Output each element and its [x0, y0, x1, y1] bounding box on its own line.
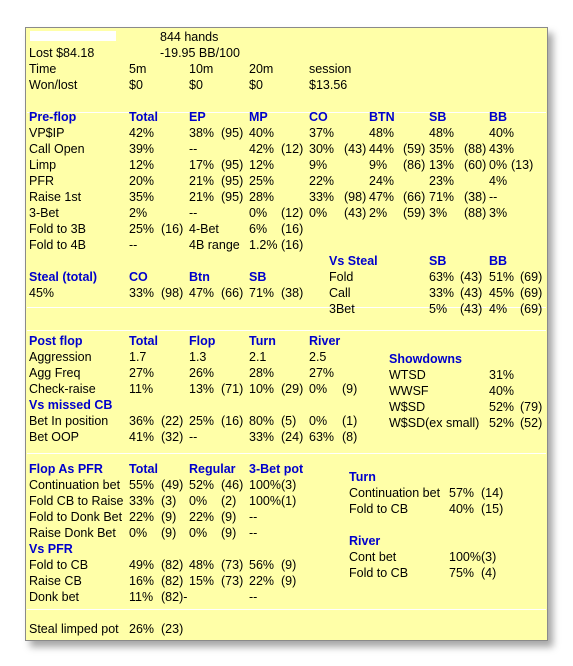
showdowns-cell: 31% [489, 368, 515, 382]
wonlost-5m: $0 [129, 78, 143, 92]
preflop-cell: (66) [403, 190, 426, 204]
preflop-cell: 37% [309, 126, 335, 140]
steal-value: (98) [161, 286, 184, 300]
preflop-cell: 43% [489, 142, 515, 156]
flop-pfr-cell: (9) [161, 526, 177, 540]
river-cell: 100%(3) [449, 550, 497, 564]
fourbet-count: (16) [281, 222, 304, 236]
flop-pfr-header: Regular [189, 462, 236, 476]
flop-pfr-cell: -- [249, 510, 258, 524]
turn-cell: 57% [449, 486, 475, 500]
vs-steal-header: BB [489, 254, 508, 268]
preflop-cell: 42% [249, 142, 275, 156]
flop-pfr-cell: (49) [161, 478, 184, 492]
showdowns-cell: (52) [520, 416, 543, 430]
turn-label: Continuation bet [349, 486, 441, 500]
vs-pfr-cell: (82) [161, 558, 184, 572]
vs-steal-cell: (43) [460, 302, 483, 316]
preflop-cell: (38) [464, 190, 487, 204]
postflop-header: River [309, 334, 341, 348]
missed-cb-cell: (16) [221, 414, 244, 428]
showdowns-cell: 40% [489, 384, 515, 398]
vs-pfr-label: Fold to CB [29, 558, 89, 572]
turn-cell: (14) [481, 486, 504, 500]
turn-cell: 40% [449, 502, 475, 516]
steal-value: 45% [29, 286, 55, 300]
vs-pfr-cell: (73) [221, 558, 244, 572]
river-label: Fold to CB [349, 566, 409, 580]
vs-pfr-cell: (9) [281, 574, 297, 588]
time-20m: 20m [249, 62, 274, 76]
preflop-row-label: VP$IP [29, 126, 65, 140]
missed-cb-cell: (8) [342, 430, 358, 444]
preflop-cell: 48% [429, 126, 455, 140]
wonlost-session: $13.56 [309, 78, 348, 92]
preflop-cell: 9% [309, 158, 328, 172]
flop-pfr-cell: (46) [221, 478, 244, 492]
preflop-cell: 3% [489, 206, 508, 220]
vs-steal-header: Vs Steal [329, 254, 378, 268]
flop-pfr-cell: 100%(3) [249, 478, 297, 492]
bb-per-100: -19.95 BB/100 [160, 46, 240, 60]
postflop-header: Flop [189, 334, 216, 348]
preflop-header: BTN [369, 110, 395, 124]
preflop-header: Pre-flop [29, 110, 77, 124]
vs-steal-cell: 5% [429, 302, 448, 316]
fold-4b-label: Fold to 4B [29, 238, 86, 252]
preflop-cell: 25% [249, 174, 275, 188]
preflop-cell: (86) [403, 158, 426, 172]
postflop-cell: 26% [189, 366, 215, 380]
missed-cb-header: Vs missed CB [29, 398, 113, 412]
river-header: River [349, 534, 381, 548]
flop-pfr-cell: (9) [161, 510, 177, 524]
steal-value: 33% [129, 286, 155, 300]
preflop-cell: 42% [129, 126, 155, 140]
vs-steal-cell: 63% [429, 270, 455, 284]
missed-cb-cell: 33% [249, 430, 275, 444]
missed-cb-cell: (22) [161, 414, 184, 428]
preflop-cell: 33% [309, 190, 335, 204]
preflop-cell: 24% [369, 174, 395, 188]
preflop-cell: 2% [129, 206, 148, 220]
wonlost-10m: $0 [189, 78, 203, 92]
preflop-cell: -- [489, 190, 498, 204]
postflop-cell: (71) [221, 382, 244, 396]
preflop-cell: -- [189, 142, 198, 156]
preflop-cell: 23% [429, 174, 455, 188]
missed-cb-cell: 36% [129, 414, 155, 428]
flop-pfr-label: Raise Donk Bet [29, 526, 116, 540]
preflop-cell: 13% [429, 158, 455, 172]
vs-pfr-cell: 22% [249, 574, 275, 588]
turn-cell: (15) [481, 502, 504, 516]
steal-value: 47% [189, 286, 215, 300]
missed-cb-cell: (32) [161, 430, 184, 444]
vs-pfr-cell: 48% [189, 558, 215, 572]
flop-pfr-label: Fold to Donk Bet [29, 510, 123, 524]
preflop-header: BB [489, 110, 508, 124]
time-5m: 5m [129, 62, 147, 76]
steal-limped-label: Steal limped pot [29, 622, 119, 636]
preflop-header: SB [429, 110, 447, 124]
postflop-cell: (9) [342, 382, 358, 396]
preflop-cell: (95) [221, 126, 244, 140]
steal-header: SB [249, 270, 267, 284]
missed-cb-cell: (5) [281, 414, 297, 428]
preflop-header: EP [189, 110, 206, 124]
vs-pfr-cell: 15% [189, 574, 215, 588]
preflop-cell: 39% [129, 142, 155, 156]
preflop-cell: 22% [309, 174, 335, 188]
flop-pfr-label: Continuation bet [29, 478, 121, 492]
vs-pfr-cell: (82)- [161, 590, 188, 604]
preflop-cell: 38% [189, 126, 215, 140]
preflop-cell: 35% [429, 142, 455, 156]
preflop-cell: (98) [344, 190, 367, 204]
steal-limped-value: 26% [129, 622, 155, 636]
missed-cb-cell: -- [189, 430, 198, 444]
preflop-cell: -- [189, 206, 198, 220]
fourbet-label: 4-Bet [189, 222, 219, 236]
preflop-cell: (12) [281, 206, 304, 220]
preflop-row-label: 3-Bet [29, 206, 59, 220]
vs-pfr-cell: 11% [129, 590, 154, 604]
preflop-cell: 40% [249, 126, 275, 140]
preflop-cell: 0% [309, 206, 328, 220]
time-session: session [309, 62, 352, 76]
vs-pfr-header: Vs PFR [29, 542, 73, 556]
vs-steal-cell: (69) [520, 302, 543, 316]
fourbet-range-value: 1.2% [249, 238, 278, 252]
missed-cb-cell: 25% [189, 414, 215, 428]
showdowns-cell: (79) [520, 400, 543, 414]
vs-pfr-label: Raise CB [29, 574, 82, 588]
postflop-cell: 11% [129, 382, 154, 396]
flop-pfr-header: Total [129, 462, 158, 476]
preflop-cell: 35% [129, 190, 155, 204]
separator-line [27, 609, 546, 610]
fourbet-range-count: (16) [281, 238, 304, 252]
flop-pfr-cell: 0% [189, 526, 208, 540]
preflop-cell: 12% [129, 158, 155, 172]
preflop-cell: (88) [464, 142, 487, 156]
postflop-header: Total [129, 334, 158, 348]
redacted-player-name [30, 31, 116, 41]
vs-pfr-cell: -- [249, 590, 258, 604]
preflop-cell: (95) [221, 174, 244, 188]
postflop-header: Turn [249, 334, 276, 348]
time-label: Time [29, 62, 57, 76]
postflop-cell: 27% [129, 366, 155, 380]
river-label: Cont bet [349, 550, 397, 564]
wonlost-label: Won/lost [29, 78, 78, 92]
preflop-cell: 4% [489, 174, 508, 188]
postflop-cell: 0% [309, 382, 328, 396]
postflop-cell: 10% [249, 382, 275, 396]
missed-cb-cell: (24) [281, 430, 304, 444]
preflop-cell: 71% [429, 190, 455, 204]
preflop-cell: 17% [189, 158, 215, 172]
steal-value: 71% [249, 286, 275, 300]
vs-steal-cell: (43) [460, 286, 483, 300]
preflop-header: CO [309, 110, 328, 124]
missed-cb-cell: 63% [309, 430, 335, 444]
vs-pfr-cell: (82) [161, 574, 184, 588]
fold-3b-label: Fold to 3B [29, 222, 86, 236]
vs-steal-cell: 51% [489, 270, 515, 284]
preflop-cell: (95) [221, 158, 244, 172]
steal-value: (38) [281, 286, 304, 300]
vs-pfr-cell: (9) [281, 558, 297, 572]
postflop-header: Post flop [29, 334, 83, 348]
missed-cb-label: Bet OOP [29, 430, 80, 444]
preflop-cell: (59) [403, 142, 426, 156]
preflop-cell: 3% [429, 206, 448, 220]
preflop-cell: (43) [344, 206, 367, 220]
separator-line [27, 330, 546, 331]
missed-cb-cell: 80% [249, 414, 275, 428]
preflop-cell: 21% [189, 190, 215, 204]
preflop-cell: 21% [189, 174, 215, 188]
missed-cb-cell: 41% [129, 430, 155, 444]
fold-4b-value: -- [129, 238, 138, 252]
flop-pfr-cell: 33% [129, 494, 155, 508]
vs-pfr-cell: 16% [129, 574, 155, 588]
showdowns-label: WWSF [389, 384, 429, 398]
preflop-cell: (95) [221, 190, 244, 204]
preflop-cell: 47% [369, 190, 395, 204]
fourbet-range-label: 4B range [189, 238, 240, 252]
postflop-label: Agg Freq [29, 366, 81, 380]
turn-label: Fold to CB [349, 502, 409, 516]
separator-line [27, 112, 546, 113]
fold-3b-count: (16) [161, 222, 184, 236]
preflop-cell: 44% [369, 142, 395, 156]
postflop-cell: 13% [189, 382, 215, 396]
preflop-cell: 20% [129, 174, 155, 188]
postflop-cell: 1.7 [129, 350, 147, 364]
steal-header: Steal (total) [29, 270, 98, 284]
flop-pfr-cell: 22% [189, 510, 215, 524]
preflop-cell: 40% [489, 126, 515, 140]
preflop-cell: 0% [249, 206, 268, 220]
preflop-cell: (12) [281, 142, 304, 156]
showdowns-label: WTSD [389, 368, 426, 382]
vs-steal-cell: (69) [520, 270, 543, 284]
preflop-cell: 2% [369, 206, 388, 220]
showdowns-cell: 52% [489, 416, 515, 430]
vs-pfr-cell: (73) [221, 574, 244, 588]
turn-header: Turn [349, 470, 376, 484]
steal-header: CO [129, 270, 148, 284]
postflop-label: Check-raise [29, 382, 96, 396]
postflop-cell: 2.5 [309, 350, 327, 364]
vs-steal-label: Call [329, 286, 351, 300]
flop-pfr-header: 3-Bet pot [249, 462, 304, 476]
lost-amount: Lost $84.18 [29, 46, 95, 60]
steal-value: (66) [221, 286, 244, 300]
vs-steal-label: Fold [329, 270, 354, 284]
flop-pfr-cell: 22% [129, 510, 155, 524]
postflop-cell: 2.1 [249, 350, 267, 364]
preflop-row-label: Limp [29, 158, 57, 172]
showdowns-cell: 52% [489, 400, 515, 414]
postflop-cell: 1.3 [189, 350, 207, 364]
separator-line [27, 453, 546, 454]
flop-pfr-cell: 52% [189, 478, 215, 492]
missed-cb-cell: 0% [309, 414, 328, 428]
showdowns-label: W$SD(ex small) [389, 416, 480, 430]
preflop-cell: 0% [489, 158, 508, 172]
preflop-cell: (60) [464, 158, 487, 172]
vs-steal-cell: (69) [520, 286, 543, 300]
fold-3b-value: 25% [129, 222, 155, 236]
preflop-cell: 30% [309, 142, 335, 156]
steal-header: Btn [189, 270, 210, 284]
flop-pfr-header: Flop As PFR [29, 462, 103, 476]
flop-pfr-cell: (9) [221, 510, 237, 524]
river-cell: (4) [481, 566, 497, 580]
steal-limped-count: (23) [161, 622, 184, 636]
flop-pfr-cell: 0% [189, 494, 208, 508]
flop-pfr-cell: 55% [129, 478, 155, 492]
flop-pfr-cell: (3) [161, 494, 177, 508]
showdowns-label: W$SD [389, 400, 426, 414]
hands-count: 844 hands [160, 30, 219, 44]
flop-pfr-cell: (2) [221, 494, 237, 508]
preflop-row-label: PFR [29, 174, 54, 188]
preflop-cell: (13) [511, 158, 534, 172]
preflop-cell: (88) [464, 206, 487, 220]
river-cell: 75% [449, 566, 475, 580]
postflop-cell: (29) [281, 382, 304, 396]
player-stats-hud [25, 27, 548, 641]
preflop-row-label: Call Open [29, 142, 85, 156]
preflop-cell: 28% [249, 190, 275, 204]
missed-cb-cell: (1) [342, 414, 358, 428]
wonlost-20m: $0 [249, 78, 263, 92]
preflop-cell: 9% [369, 158, 388, 172]
vs-steal-label: 3Bet [329, 302, 355, 316]
vs-pfr-cell: 56% [249, 558, 275, 572]
preflop-cell: 12% [249, 158, 275, 172]
flop-pfr-cell: -- [249, 526, 258, 540]
time-10m: 10m [189, 62, 214, 76]
flop-pfr-cell: 100%(1) [249, 494, 297, 508]
preflop-header: MP [249, 110, 268, 124]
vs-steal-header: SB [429, 254, 447, 268]
flop-pfr-label: Fold CB to Raise [29, 494, 124, 508]
postflop-cell: 27% [309, 366, 335, 380]
vs-steal-cell: (43) [460, 270, 483, 284]
missed-cb-label: Bet In position [29, 414, 109, 428]
vs-pfr-label: Donk bet [29, 590, 80, 604]
showdowns-header: Showdowns [389, 352, 462, 366]
flop-pfr-cell: 0% [129, 526, 148, 540]
vs-pfr-cell: 49% [129, 558, 155, 572]
vs-steal-cell: 33% [429, 286, 455, 300]
vs-steal-cell: 4% [489, 302, 508, 316]
preflop-row-label: Raise 1st [29, 190, 82, 204]
preflop-header: Total [129, 110, 158, 124]
preflop-cell: (43) [344, 142, 367, 156]
vs-steal-cell: 45% [489, 286, 515, 300]
fourbet-value: 6% [249, 222, 268, 236]
flop-pfr-cell: (9) [221, 526, 237, 540]
preflop-cell: (59) [403, 206, 426, 220]
postflop-label: Aggression [29, 350, 92, 364]
preflop-cell: 48% [369, 126, 395, 140]
postflop-cell: 28% [249, 366, 275, 380]
